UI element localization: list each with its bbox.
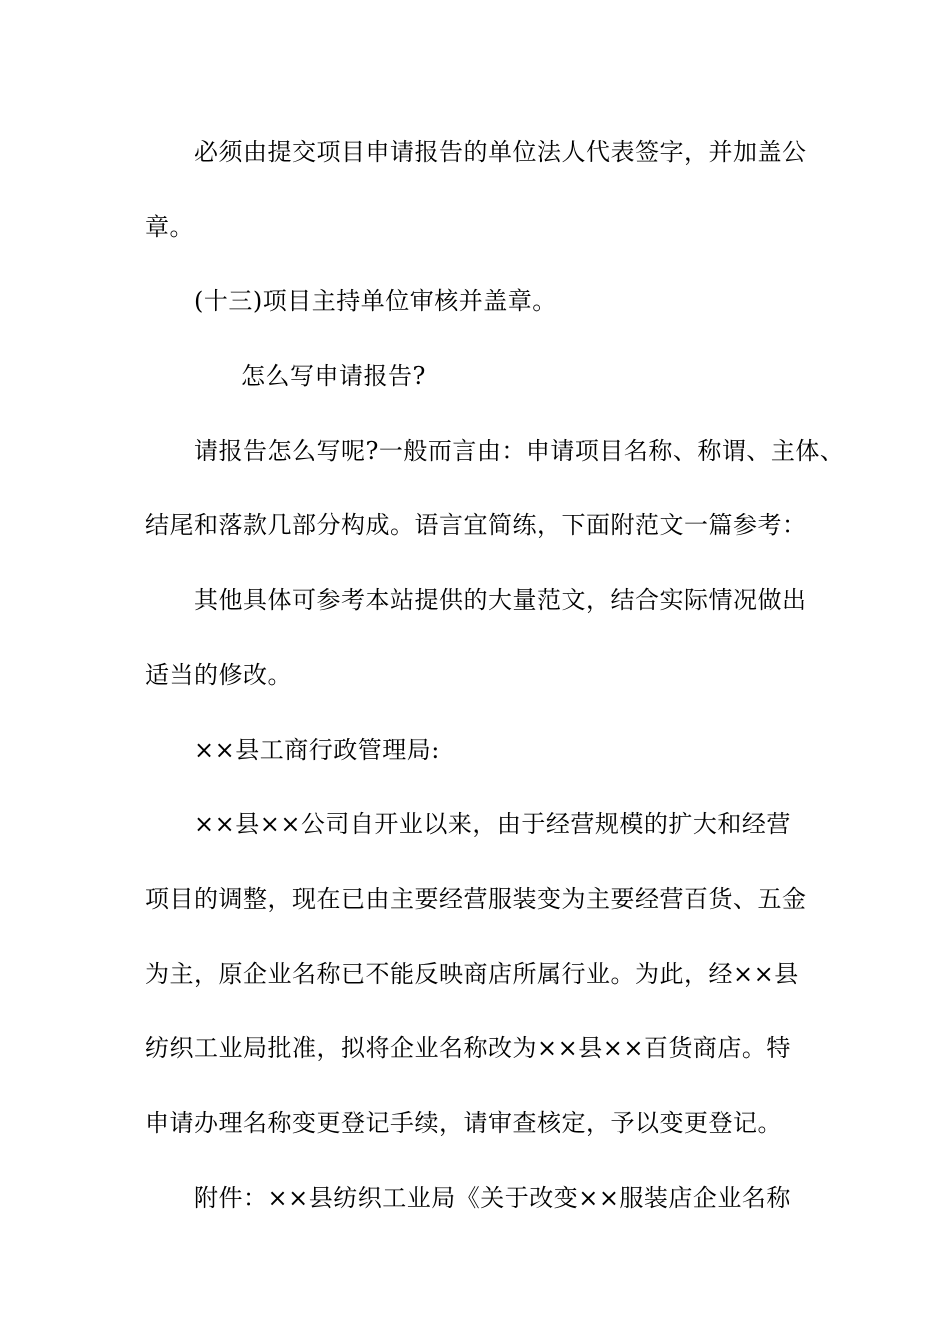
salutation-line: ××县工商行政管理局: <box>194 736 440 764</box>
paragraph-line: 申请办理名称变更登记手续，请审查核定，予以变更登记。 <box>145 1109 782 1137</box>
attachment-line: 附件：××县纺织工业局《关于改变××服装店企业名称 <box>194 1184 791 1212</box>
paragraph-line: 结尾和落款几部分构成。语言宜简练，下面附范文一篇参考： <box>145 511 807 539</box>
paragraph-line: 项目的调整，现在已由主要经营服装变为主要经营百货、五金 <box>145 885 807 913</box>
paragraph-line: 必须由提交项目申请报告的单位法人代表签字，并加盖公 <box>194 138 807 166</box>
paragraph-line: (十三)项目主持单位审核并盖章。 <box>194 287 557 315</box>
paragraph-line: 章。 <box>145 213 194 241</box>
paragraph-line: 请报告怎么写呢?一般而言由：申请项目名称、称谓、主体、 <box>194 437 845 465</box>
paragraph-line: 其他具体可参考本站提供的大量范文，结合实际情况做出 <box>194 586 807 614</box>
paragraph-line: 纺织工业局批准，拟将企业名称改为××县××百货商店。特 <box>145 1034 791 1062</box>
paragraph-line: ××县××公司自开业以来，由于经营规模的扩大和经营 <box>194 810 791 838</box>
paragraph-line: 适当的修改。 <box>145 661 292 689</box>
section-heading: 怎么写申请报告? <box>241 362 426 390</box>
paragraph-line: 为主，原企业名称已不能反映商店所属行业。为此，经××县 <box>145 960 799 988</box>
